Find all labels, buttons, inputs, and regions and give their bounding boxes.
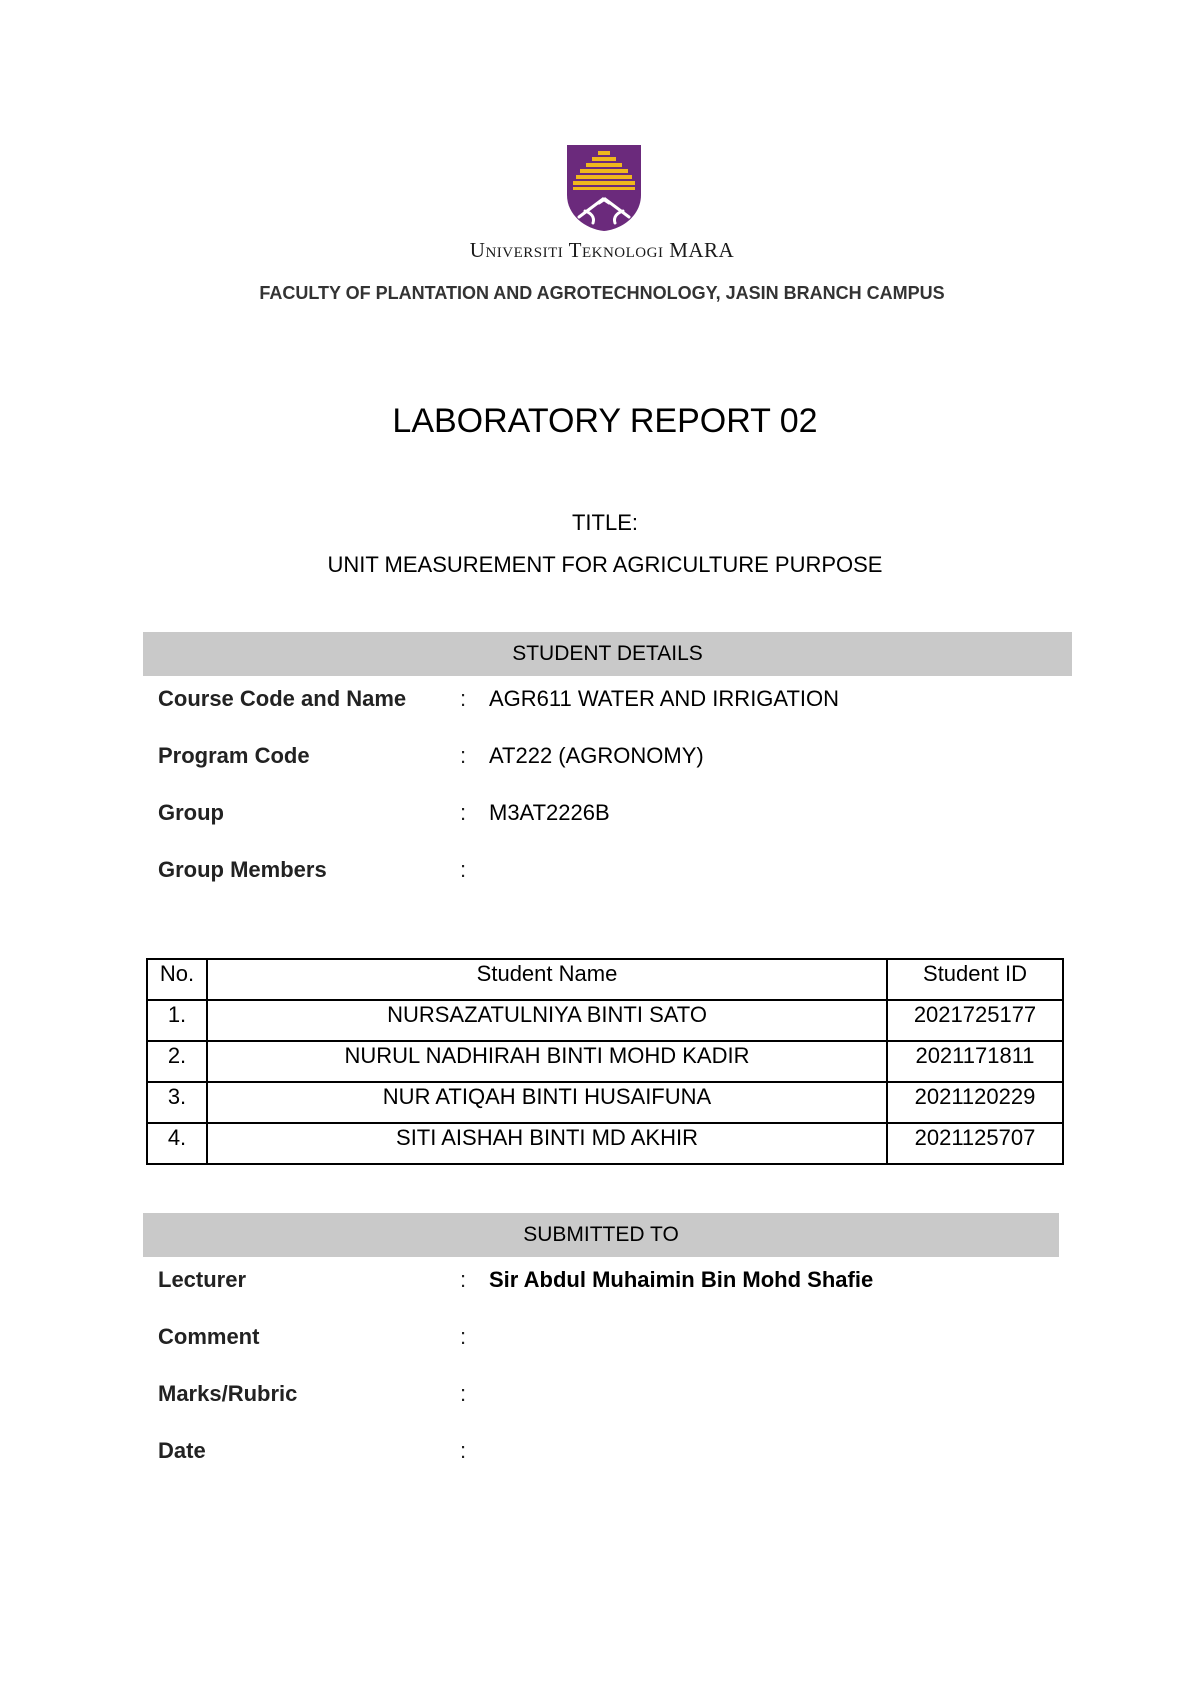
cell-id: 2021120229 [887, 1082, 1063, 1123]
table-row [147, 1082, 1063, 1123]
field-value: AGR611 WATER AND IRRIGATION [489, 686, 840, 711]
group-members-table [146, 958, 1064, 1165]
field-lecturer [158, 1267, 1078, 1297]
faculty-name: FACULTY OF PLANTATION AND AGROTECHNOLOGY, JASIN BRANCH CAMPUS [259, 283, 945, 303]
submitted-to-heading: SUBMITTED TO [143, 1213, 1059, 1257]
field-label: Date [158, 1438, 206, 1463]
cell-id: 2021171811 [887, 1041, 1063, 1082]
field-label: Program Code [158, 743, 310, 768]
field-label: Group Members [158, 857, 327, 882]
field-colon: : [460, 857, 467, 882]
field-colon: : [460, 1324, 467, 1349]
cell-name: SITI AISHAH BINTI MD AKHIR [207, 1123, 887, 1164]
report-title: UNIT MEASUREMENT FOR AGRICULTURE PURPOSE [327, 552, 883, 577]
field-group [158, 800, 1078, 830]
university-name: Universiti Teknologi MARA [469, 238, 735, 262]
cell-name: NURUL NADHIRAH BINTI MOHD KADIR [207, 1041, 887, 1082]
field-program-code [158, 743, 1078, 773]
report-heading: LABORATORY REPORT 02 [392, 402, 818, 440]
field-value: AT222 (AGRONOMY) [489, 743, 704, 768]
uitm-crest-icon [565, 143, 643, 233]
table-row [147, 1041, 1063, 1082]
field-colon: : [460, 1381, 467, 1406]
field-value: Sir Abdul Muhaimin Bin Mohd Shafie [489, 1267, 874, 1292]
table-row [147, 1123, 1063, 1164]
field-label: Lecturer [158, 1267, 247, 1292]
field-comment [158, 1324, 1078, 1354]
cell-no: 3. [147, 1082, 207, 1123]
field-label: Course Code and Name [158, 686, 407, 711]
cell-id: 2021725177 [887, 1000, 1063, 1041]
column-header-no: No. [147, 959, 207, 1000]
cell-no: 1. [147, 1000, 207, 1041]
field-colon: : [460, 800, 467, 825]
student-details-heading: STUDENT DETAILS [143, 632, 1072, 676]
field-group-members [158, 857, 1078, 887]
column-header-name: Student Name [207, 959, 887, 1000]
field-date [158, 1438, 1078, 1468]
field-colon: : [460, 1267, 467, 1292]
field-colon: : [460, 743, 467, 768]
cell-no: 2. [147, 1041, 207, 1082]
field-colon: : [460, 686, 467, 711]
field-label: Group [158, 800, 224, 825]
column-header-id: Student ID [887, 959, 1063, 1000]
field-value: M3AT2226B [489, 800, 610, 825]
table-row [147, 1000, 1063, 1041]
field-course [158, 686, 1078, 716]
title-label: TITLE: [571, 510, 638, 535]
field-marks-rubric [158, 1381, 1078, 1411]
field-label: Marks/Rubric [158, 1381, 298, 1406]
table-header-row [147, 959, 1063, 1000]
cell-no: 4. [147, 1123, 207, 1164]
cell-name: NURSAZATULNIYA BINTI SATO [207, 1000, 887, 1041]
cell-id: 2021125707 [887, 1123, 1063, 1164]
cell-name: NUR ATIQAH BINTI HUSAIFUNA [207, 1082, 887, 1123]
field-colon: : [460, 1438, 467, 1463]
field-label: Comment [158, 1324, 260, 1349]
